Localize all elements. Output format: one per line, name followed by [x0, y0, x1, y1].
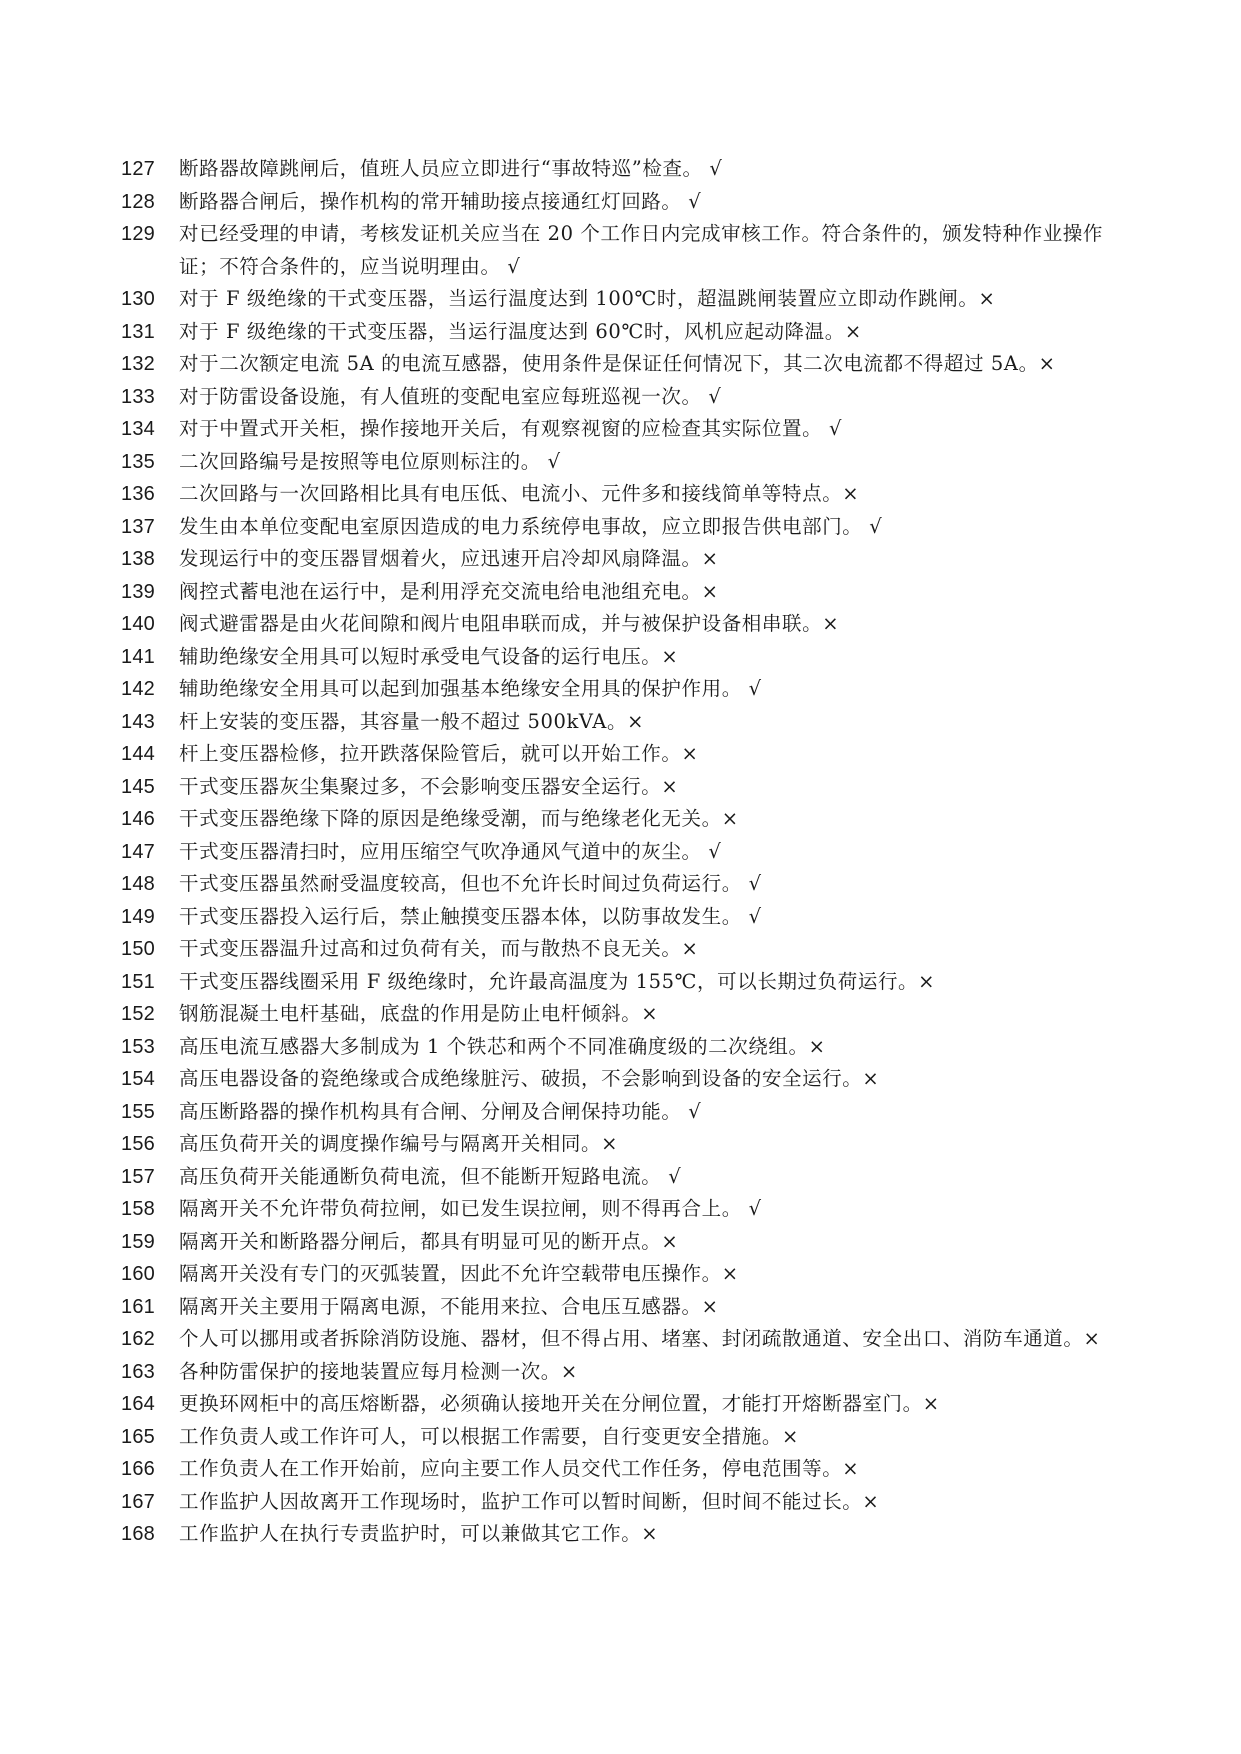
- item-text: 辅助绝缘安全用具可以起到加强基本绝缘安全用具的保护作用。 √: [179, 677, 762, 700]
- list-item: [121, 1518, 1121, 1551]
- item-text: 干式变压器线圈采用 F 级绝缘时，允许最高温度为 155℃，可以长期过负荷运行。×: [179, 969, 936, 993]
- item-number: 161: [121, 1295, 155, 1318]
- item-number: 144: [121, 743, 155, 765]
- list-item: [121, 1161, 1121, 1194]
- item-number: 163: [121, 1360, 155, 1383]
- list-item: [121, 446, 1121, 479]
- item-text: 干式变压器温升过高和过负荷有关，而与散热不良无关。×: [179, 937, 699, 960]
- list-item: [121, 1258, 1121, 1291]
- item-text: 高压电器设备的瓷绝缘或合成绝缘脏污、破损，不会影响到设备的安全运行。×: [179, 1067, 880, 1090]
- item-number: 165: [121, 1425, 155, 1448]
- list-item: [121, 836, 1121, 869]
- list-item: [121, 803, 1121, 836]
- list-item: [121, 413, 1121, 446]
- list-item: [121, 1226, 1121, 1259]
- list-item: [121, 1128, 1121, 1161]
- item-number: 133: [121, 385, 155, 408]
- item-number: 132: [121, 353, 155, 375]
- list-item: [121, 511, 1121, 544]
- item-number: 156: [121, 1133, 155, 1155]
- item-text: 干式变压器投入运行后，禁止触摸变压器本体，以防事故发生。 √: [179, 904, 762, 928]
- item-text: 高压电流互感器大多制成为 1 个铁芯和两个不同准确度级的二次绕组。×: [179, 1034, 826, 1058]
- list-item: [121, 1031, 1121, 1064]
- list-item: [121, 478, 1121, 511]
- item-number: 145: [121, 775, 155, 798]
- item-number: 166: [121, 1458, 155, 1480]
- list-item: [121, 1388, 1121, 1421]
- item-number: 152: [121, 1003, 155, 1025]
- list-item: [121, 738, 1121, 771]
- list-item: [121, 673, 1121, 706]
- item-number: 137: [121, 515, 155, 538]
- list-item: [121, 966, 1121, 999]
- item-number: 134: [121, 418, 155, 440]
- item-text: 对于 F 级绝缘的干式变压器，当运行温度达到 60℃时，风机应起动降温。×: [179, 319, 862, 343]
- item-number: 131: [121, 320, 155, 343]
- item-text: 对于防雷设备设施，有人值班的变配电室应每班巡视一次。 √: [179, 384, 722, 408]
- item-text: 辅助绝缘安全用具可以短时承受电气设备的运行电压。×: [179, 644, 679, 668]
- item-text: 隔离开关和断路器分闸后，都具有明显可见的断开点。×: [179, 1229, 679, 1253]
- item-text: 干式变压器清扫时，应用压缩空气吹净通风气道中的灰尘。 √: [179, 839, 722, 863]
- item-text: 高压断路器的操作机构具有合闸、分闸及合闸保持功能。 √: [179, 1099, 702, 1123]
- item-number: 142: [121, 678, 155, 700]
- item-number: 138: [121, 548, 155, 570]
- item-text: 断路器故障跳闸后，值班人员应立即进行“事故特巡”检查。 √: [179, 157, 723, 180]
- list-item: [121, 218, 1121, 283]
- item-text: 工作负责人在工作开始前，应向主要工作人员交代工作任务，停电范围等。×: [179, 1457, 860, 1480]
- list-item: [121, 1323, 1121, 1356]
- item-text: 杆上安装的变压器，其容量一般不超过 500kVA。×: [179, 709, 645, 733]
- list-item: [121, 543, 1121, 576]
- list-item: [121, 1291, 1121, 1324]
- list-item: [121, 1421, 1121, 1454]
- item-number: 140: [121, 613, 155, 635]
- item-number: 139: [121, 580, 155, 603]
- item-text: 高压负荷开关能通断负荷电流，但不能断开短路电流。 √: [179, 1164, 682, 1188]
- list-item: [121, 1453, 1121, 1486]
- item-number: 151: [121, 970, 155, 993]
- item-text: 对于 F 级绝缘的干式变压器，当运行温度达到 100℃时，超温跳闸装置应立即动作跳闸。×: [179, 287, 996, 310]
- item-text: 干式变压器虽然耐受温度较高，但也不允许长时间过负荷运行。 √: [179, 872, 762, 895]
- item-text: 各种防雷保护的接地装置应每月检测一次。×: [179, 1359, 578, 1383]
- item-number: 164: [121, 1393, 155, 1415]
- item-number: 141: [121, 645, 155, 668]
- item-text: 杆上变压器检修，拉开跌落保险管后，就可以开始工作。×: [179, 742, 699, 765]
- item-text: 工作监护人在执行专责监护时，可以兼做其它工作。×: [179, 1522, 659, 1545]
- list-item: [121, 153, 1121, 186]
- item-number: 168: [121, 1523, 155, 1545]
- item-text: 隔离开关没有专门的灭弧装置，因此不允许空载带电压操作。×: [179, 1262, 739, 1285]
- item-number: 154: [121, 1068, 155, 1090]
- item-text: 工作监护人因故离开工作现场时，监护工作可以暂时间断，但时间不能过长。×: [179, 1489, 880, 1513]
- list-item: [121, 1063, 1121, 1096]
- item-text: 对于二次额定电流 5A 的电流互感器，使用条件是保证任何情况下，其二次电流都不得超过 5A。×: [179, 352, 1056, 375]
- item-number: 159: [121, 1230, 155, 1253]
- list-item: [121, 868, 1121, 901]
- list-item: [121, 608, 1121, 641]
- item-number: 147: [121, 840, 155, 863]
- item-text: 阀式避雷器是由火花间隙和阀片电阻串联而成，并与被保护设备相串联。×: [179, 612, 840, 635]
- item-text: 干式变压器灰尘集聚过多，不会影响变压器安全运行。×: [179, 774, 679, 798]
- item-text: 高压负荷开关的调度操作编号与隔离开关相同。×: [179, 1132, 619, 1155]
- item-text: 断路器合闸后，操作机构的常开辅助接点接通红灯回路。 √: [179, 189, 702, 213]
- item-text: 个人可以挪用或者拆除消防设施、器材，但不得占用、堵塞、封闭疏散通道、安全出口、消防车通道。×: [179, 1327, 1101, 1350]
- list-item: [121, 1096, 1121, 1129]
- list-item: [121, 641, 1121, 674]
- question-list: [121, 153, 1121, 1551]
- item-number: 149: [121, 905, 155, 928]
- item-text: 干式变压器绝缘下降的原因是绝缘受潮，而与绝缘老化无关。×: [179, 807, 739, 830]
- item-text: 工作负责人或工作许可人，可以根据工作需要，自行变更安全措施。×: [179, 1424, 799, 1448]
- item-text: 发现运行中的变压器冒烟着火，应迅速开启冷却风扇降温。×: [179, 547, 719, 570]
- item-text: 对于中置式开关柜，操作接地开关后，有观察视窗的应检查其实际位置。 √: [179, 417, 843, 440]
- list-item: [121, 576, 1121, 609]
- item-number: 160: [121, 1263, 155, 1285]
- item-text: 二次回路与一次回路相比具有电压低、电流小、元件多和接线简单等特点。×: [179, 482, 860, 505]
- item-number: 127: [121, 158, 155, 180]
- item-number: 146: [121, 808, 155, 830]
- list-item: [121, 283, 1121, 316]
- list-item: [121, 381, 1121, 414]
- list-item: [121, 186, 1121, 219]
- item-number: 148: [121, 873, 155, 895]
- item-number: 167: [121, 1490, 155, 1513]
- item-text: 隔离开关不允许带负荷拉闸，如已发生误拉闸，则不得再合上。 √: [179, 1197, 762, 1220]
- item-number: 130: [121, 288, 155, 310]
- list-item: [121, 998, 1121, 1031]
- list-item: [121, 316, 1121, 349]
- item-text: 阀控式蓄电池在运行中，是利用浮充交流电给电池组充电。×: [179, 579, 719, 603]
- item-number: 135: [121, 450, 155, 473]
- list-item: [121, 1356, 1121, 1389]
- item-number: 153: [121, 1035, 155, 1058]
- list-item: [121, 706, 1121, 739]
- item-number: 162: [121, 1328, 155, 1350]
- item-text: 隔离开关主要用于隔离电源，不能用来拉、合电压互感器。×: [179, 1294, 719, 1318]
- item-text: 更换环网柜中的高压熔断器，必须确认接地开关在分闸位置，才能打开熔断器室门。×: [179, 1392, 940, 1415]
- item-number: 143: [121, 710, 155, 733]
- list-item: [121, 901, 1121, 934]
- item-number: 158: [121, 1198, 155, 1220]
- list-item: [121, 348, 1121, 381]
- list-item: [121, 771, 1121, 804]
- item-number: 157: [121, 1165, 155, 1188]
- list-item: [121, 933, 1121, 966]
- item-number: 128: [121, 190, 155, 213]
- item-number: 129: [121, 223, 155, 245]
- item-number: 150: [121, 938, 155, 960]
- item-text: 发生由本单位变配电室原因造成的电力系统停电事故，应立即报告供电部门。 √: [179, 514, 883, 538]
- item-text: 钢筋混凝土电杆基础，底盘的作用是防止电杆倾斜。×: [179, 1002, 659, 1025]
- item-number: 136: [121, 483, 155, 505]
- list-item: [121, 1193, 1121, 1226]
- item-number: 155: [121, 1100, 155, 1123]
- item-text: 二次回路编号是按照等电位原则标注的。 √: [179, 449, 561, 473]
- list-item: [121, 1486, 1121, 1519]
- item-text: 对已经受理的申请，考核发证机关应当在 20 个工作日内完成审核工作。符合条件的，颁发特种作业操作证；不符合条件的，应当说明理由。 √: [179, 222, 1104, 278]
